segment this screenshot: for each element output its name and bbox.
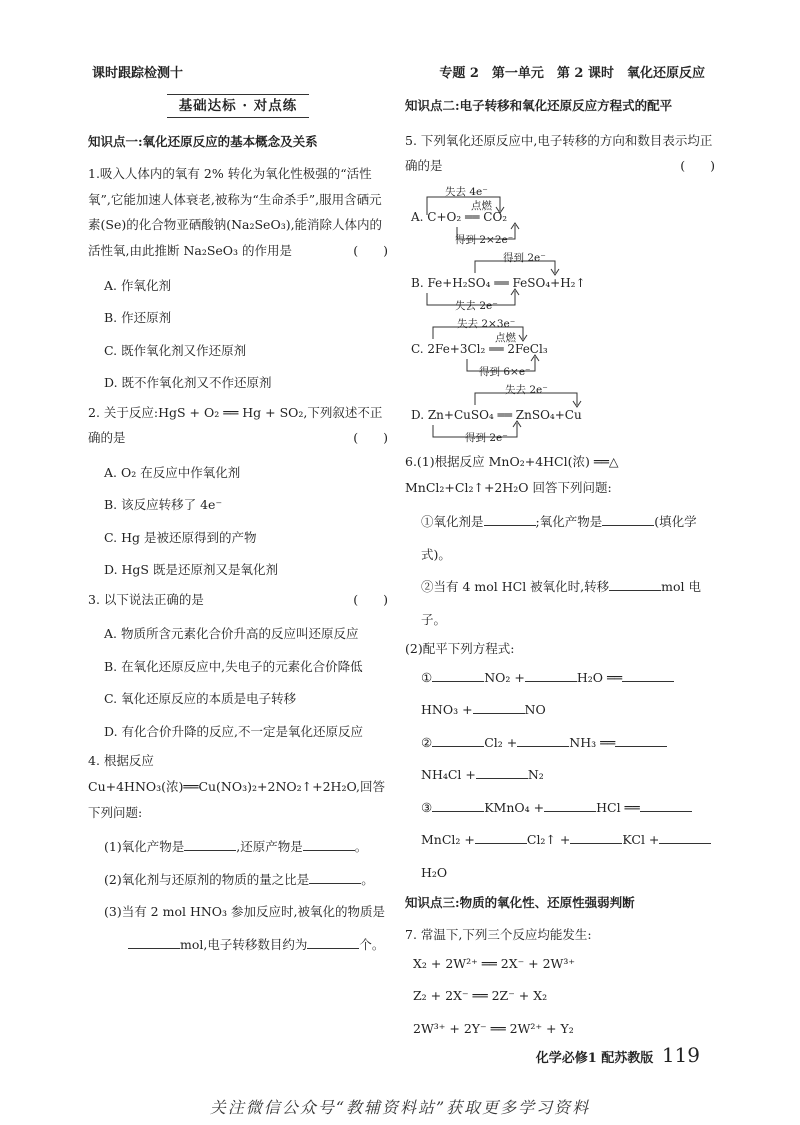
section-banner: 基础达标 · 对点练 bbox=[88, 94, 388, 118]
question-2: 2. 关于反应:HgS + O₂ ══ Hg + SO₂,下列叙述不正确的是 ( ) bbox=[88, 404, 388, 446]
reaction-equation: A. C+O₂ ══ CO₂ bbox=[411, 210, 508, 224]
answer-blank[interactable] bbox=[473, 703, 525, 714]
answer-blank[interactable] bbox=[432, 736, 484, 747]
q7-reaction-2: Z₂ + 2X⁻ ══ 2Z⁻ + X₂ bbox=[413, 988, 548, 1004]
q5-option-b bbox=[405, 251, 715, 313]
reaction-equation: B. Fe+H₂SO₄ ══ FeSO₄+H₂↑ bbox=[411, 276, 586, 290]
answer-blank[interactable] bbox=[484, 515, 536, 526]
section-1-title: 知识点一:氧化还原反应的基本概念及关系 bbox=[88, 134, 318, 150]
q3-option-b: B. 在氧化还原反应中,失电子的元素化合价降低 bbox=[104, 658, 363, 674]
q5-option-c bbox=[405, 317, 715, 379]
answer-blank[interactable] bbox=[602, 515, 654, 526]
answer-blank[interactable] bbox=[128, 938, 180, 949]
transfer-label-bottom: 得到 6×e⁻ bbox=[479, 365, 531, 378]
answer-blank[interactable] bbox=[309, 873, 361, 884]
balance-equation-2: ② Cl₂ + NH₃ ══ NH₄Cl + N₂ bbox=[421, 727, 715, 792]
reaction-condition: 点燃 bbox=[495, 332, 516, 344]
q2-option-a: A. O₂ 在反应中作氧化剂 bbox=[104, 464, 241, 480]
answer-blank[interactable] bbox=[307, 938, 359, 949]
answer-blank[interactable] bbox=[659, 833, 711, 844]
transfer-label-bottom: 得到 2e⁻ bbox=[465, 431, 508, 444]
answer-blank[interactable] bbox=[184, 840, 236, 851]
q7-reaction-3: 2W³⁺ + 2Y⁻ ══ 2W²⁺ + Y₂ bbox=[413, 1020, 574, 1036]
q4-part-3: (3)当有 2 mol HNO₃ 参加反应时,被氧化的物质是 bbox=[104, 904, 386, 920]
answer-blank[interactable] bbox=[517, 736, 569, 747]
right-column bbox=[405, 90, 715, 1045]
reaction-condition: 点燃 bbox=[471, 200, 492, 212]
reaction-equation: D. Zn+CuSO₄ ══ ZnSO₄+Cu bbox=[411, 408, 582, 422]
reaction-equation: C. 2Fe+3Cl₂ ══ 2FeCl₃ bbox=[411, 342, 548, 356]
footer-badge bbox=[536, 1043, 700, 1067]
section-2-title: 知识点二:电子转移和氧化还原反应方程式的配平 bbox=[405, 98, 673, 113]
header-right: 专题 2 第一单元 第 2 课时 氧化还原反应 bbox=[439, 66, 705, 81]
answer-blank[interactable] bbox=[609, 580, 661, 591]
q6-part-2: (2)配平下列方程式: bbox=[405, 641, 515, 657]
q7-reaction-1: X₂ + 2W²⁺ ══ 2X⁻ + 2W³⁺ bbox=[413, 955, 576, 971]
question-5: 5. 下列氧化还原反应中,电子转移的方向和数目表示均正确的是 ( ) bbox=[405, 132, 715, 174]
q1-option-d: D. 既不作氧化剂又不作还原剂 bbox=[104, 375, 272, 391]
answer-blank[interactable] bbox=[525, 671, 577, 682]
answer-blank[interactable] bbox=[432, 671, 484, 682]
answer-blank[interactable] bbox=[475, 833, 527, 844]
transfer-label-top: 失去 2×3e⁻ bbox=[457, 318, 516, 330]
q3-option-c: C. 氧化还原反应的本质是电子转移 bbox=[104, 691, 297, 707]
q3-option-d: D. 有化合价升降的反应,不一定是氧化还原反应 bbox=[104, 723, 363, 739]
q6-part-1a: ①氧化剂是 ;氧化产物是 (填化学式)。 bbox=[421, 514, 697, 562]
footer-slogan: 关注微信公众号“教辅资料站”获取更多学习资料 bbox=[209, 1098, 591, 1117]
answer-blank[interactable] bbox=[432, 801, 484, 812]
answer-blank[interactable] bbox=[303, 840, 355, 851]
answer-blank[interactable] bbox=[640, 801, 692, 812]
answer-blank[interactable] bbox=[544, 801, 596, 812]
header-left: 课时跟踪检测十 bbox=[92, 66, 184, 81]
answer-blank[interactable] bbox=[622, 671, 674, 682]
question-7: 7. 常温下,下列三个反应均能发生: bbox=[405, 927, 592, 943]
q4-part-3-cont: mol,电子转移数目约为 个。 bbox=[128, 929, 388, 962]
answer-blank[interactable] bbox=[570, 833, 622, 844]
q1-option-b: B. 作还原剂 bbox=[104, 310, 172, 326]
balance-equation-3: ③ KMnO₄ + HCl ══ MnCl₂ + Cl₂↑ + KCl +H₂O bbox=[421, 792, 715, 890]
question-4: 4. 根据反应 Cu+4HNO₃(浓)══Cu(NO₃)₂+2NO₂↑+2H₂O,回答下列问题: bbox=[88, 753, 385, 820]
transfer-label-top: 失去 4e⁻ bbox=[445, 186, 488, 198]
q2-option-d: D. HgS 既是还原剂又是氧化剂 bbox=[104, 562, 278, 578]
transfer-label-bottom: 得到 2×2e⁻ bbox=[455, 233, 514, 246]
balance-equation-1: ① NO₂ + H₂O ══ HNO₃ + NO bbox=[421, 662, 715, 727]
question-6: 6.(1)根据反应 MnO₂+4HCl(浓) ══△ MnCl₂+Cl₂↑+2H₂O 回答下列问题: bbox=[405, 454, 619, 495]
q6-part-1b: ②当有 4 mol HCl 被氧化时,转移 mol 电子。 bbox=[421, 579, 702, 627]
q5-option-a bbox=[405, 185, 715, 247]
q2-option-b: B. 该反应转移了 4e⁻ bbox=[104, 497, 223, 513]
transfer-label-top: 得到 2e⁻ bbox=[503, 252, 546, 264]
q2-option-c: C. Hg 是被还原得到的产物 bbox=[104, 529, 257, 545]
transfer-label-bottom: 失去 2e⁻ bbox=[455, 299, 498, 312]
q1-option-a: A. 作氧化剂 bbox=[104, 277, 171, 293]
transfer-label-top: 失去 2e⁻ bbox=[505, 384, 548, 396]
answer-blank[interactable] bbox=[615, 736, 667, 747]
q3-option-a: A. 物质所含元素化合价升高的反应叫还原反应 bbox=[104, 626, 359, 642]
section-3-title: 知识点三:物质的氧化性、还原性强弱判断 bbox=[405, 895, 635, 911]
q5-option-d bbox=[405, 383, 715, 445]
left-column bbox=[88, 90, 388, 961]
question-3: 3. 以下说法正确的是 ( ) bbox=[88, 591, 388, 607]
q4-part-1: (1)氧化产物是 ,还原产物是 。 bbox=[104, 839, 368, 855]
page-number: 119 bbox=[661, 1043, 700, 1067]
question-1: 1.吸入人体内的氧有 2% 转化为氧化性极强的“活性氧”,它能加速人体衰老,被称为“生命杀手”,服用含硒元素(Se)的化合物亚硒酸钠(Na₂SeO₃),能消除人体内的活性氧,由此推断 Na₂SeO₃ 的作用是 ( ) bbox=[88, 166, 388, 258]
book-title: 化学必修1 配苏教版 bbox=[535, 1051, 654, 1066]
q1-option-c: C. 既作氧化剂又作还原剂 bbox=[104, 342, 247, 358]
q4-part-2: (2)氧化剂与还原剂的物质的量之比是 。 bbox=[104, 871, 374, 887]
answer-blank[interactable] bbox=[476, 768, 528, 779]
